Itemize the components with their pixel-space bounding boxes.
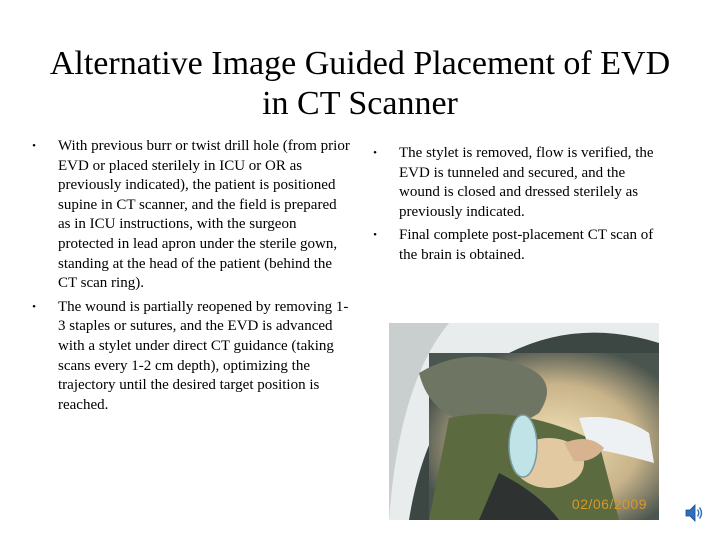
right-bullet-list — [369, 144, 655, 270]
bullet-item — [28, 298, 350, 416]
bullet-text: Final complete post-placement CT scan of the brain is obtained. — [399, 227, 654, 263]
bullet-item — [369, 226, 655, 265]
bullet-item — [28, 137, 350, 294]
bullet-glyph: • — [373, 229, 377, 242]
bullet-item — [369, 144, 655, 222]
photo-illustration — [389, 323, 659, 520]
speaker-icon[interactable] — [683, 502, 705, 524]
photo-date-stamp: 02/06/2009 — [571, 496, 647, 512]
slide-title: Alternative Image Guided Placement of EVD in CT Scanner — [49, 45, 671, 122]
bullet-glyph: • — [32, 300, 36, 313]
bullet-glyph: • — [32, 140, 36, 152]
bullet-text: The stylet is removed, flow is verified, the EVD is tunneled and secured, and the wound is closed and dressed sterilely as previously indicated. — [399, 145, 654, 220]
ct-scanner-photo — [389, 323, 659, 520]
highlight-oval — [509, 415, 537, 477]
left-bullet-list — [28, 137, 350, 419]
bullet-text: The wound is partially reopened by removing 1-3 staples or sutures, and the EVD is advanced with a stylet under direct CT guidance (taking scans every 1-2 cm depth), optimizing the trajectory until the desired target position is reached. — [58, 298, 349, 413]
bullet-text: With previous burr or twist drill hole (from prior EVD or placed sterilely in ICU or OR as previously indicated), the patient is positioned supine in CT scanner, and the field is prepared as in ICU instructions, with the surgeon protected in lead apron under the sterile gown, standing at the head of the patient (behind the CT scan ring). — [58, 138, 350, 292]
bullet-glyph: • — [373, 147, 377, 159]
